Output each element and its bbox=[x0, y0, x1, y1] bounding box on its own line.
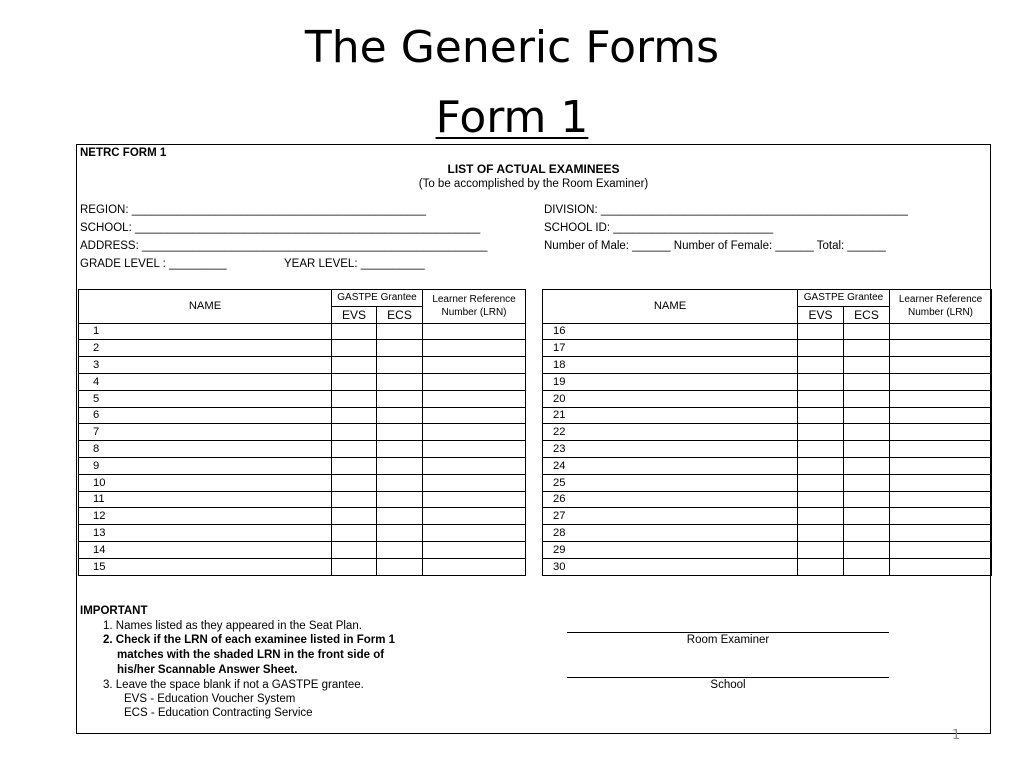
table-row bbox=[79, 424, 526, 441]
lrn-cell[interactable] bbox=[423, 441, 526, 458]
row-number-cell: 28 bbox=[543, 525, 798, 542]
form-code: NETRC FORM 1 bbox=[80, 147, 167, 159]
region-field: REGION: ______________________________________________ bbox=[80, 204, 426, 216]
ecs-cell[interactable] bbox=[377, 457, 423, 474]
lrn-cell[interactable] bbox=[890, 474, 992, 491]
row-number-cell: 8 bbox=[79, 441, 332, 458]
examinee-table-right bbox=[542, 289, 992, 576]
row-number-cell: 16 bbox=[543, 323, 798, 340]
ecs-cell[interactable] bbox=[377, 340, 423, 357]
table-row bbox=[79, 340, 526, 357]
table-row bbox=[79, 558, 526, 575]
ecs-cell[interactable] bbox=[844, 424, 890, 441]
ecs-cell[interactable] bbox=[377, 491, 423, 508]
ecs-header: ECS bbox=[844, 306, 890, 323]
row-number-cell: 4 bbox=[79, 373, 332, 390]
row-number-cell: 24 bbox=[543, 457, 798, 474]
evs-cell[interactable] bbox=[332, 457, 377, 474]
room-examiner-label: Room Examiner bbox=[686, 634, 770, 646]
row-number-cell: 21 bbox=[543, 407, 798, 424]
table-row bbox=[543, 340, 992, 357]
lrn-cell[interactable] bbox=[423, 474, 526, 491]
row-number-cell: 11 bbox=[79, 491, 332, 508]
lrn-header bbox=[890, 290, 992, 324]
ecs-cell[interactable] bbox=[844, 474, 890, 491]
lrn-cell[interactable] bbox=[423, 558, 526, 575]
table-row bbox=[543, 357, 992, 374]
ecs-cell[interactable] bbox=[377, 541, 423, 558]
page-number: 1 bbox=[952, 728, 961, 743]
table-row bbox=[543, 390, 992, 407]
lrn-cell[interactable] bbox=[423, 525, 526, 542]
table-row bbox=[79, 323, 526, 340]
ecs-cell[interactable] bbox=[377, 373, 423, 390]
evs-cell[interactable] bbox=[798, 508, 844, 525]
row-number-cell: 5 bbox=[79, 390, 332, 407]
evs-cell[interactable] bbox=[332, 441, 377, 458]
lrn-cell[interactable] bbox=[890, 323, 992, 340]
table-row bbox=[543, 558, 992, 575]
ecs-cell[interactable] bbox=[377, 390, 423, 407]
lrn-cell[interactable] bbox=[890, 525, 992, 542]
lrn-cell[interactable] bbox=[423, 390, 526, 407]
ecs-cell[interactable] bbox=[377, 441, 423, 458]
form-title: LIST OF ACTUAL EXAMINEES bbox=[447, 162, 620, 176]
lrn-header-line2: Number (LRN) bbox=[908, 307, 974, 319]
row-number-cell: 10 bbox=[79, 474, 332, 491]
school-signature-line bbox=[567, 677, 889, 678]
lrn-cell[interactable] bbox=[890, 558, 992, 575]
lrn-cell[interactable] bbox=[890, 407, 992, 424]
lrn-cell[interactable] bbox=[423, 373, 526, 390]
evs-cell[interactable] bbox=[798, 390, 844, 407]
slide-title: The Generic Forms bbox=[304, 22, 720, 73]
evs-cell[interactable] bbox=[798, 340, 844, 357]
ecs-header: ECS bbox=[377, 306, 423, 323]
table-row bbox=[543, 407, 992, 424]
examinee-table-left-body bbox=[79, 290, 526, 576]
evs-cell[interactable] bbox=[332, 340, 377, 357]
gastpe-header: GASTPE Grantee bbox=[332, 290, 423, 307]
ecs-cell[interactable] bbox=[844, 457, 890, 474]
evs-cell[interactable] bbox=[798, 491, 844, 508]
row-number-cell: 15 bbox=[79, 558, 332, 575]
row-number-cell: 7 bbox=[79, 424, 332, 441]
evs-cell[interactable] bbox=[798, 323, 844, 340]
ecs-cell[interactable] bbox=[844, 441, 890, 458]
ecs-cell[interactable] bbox=[844, 390, 890, 407]
table-row bbox=[543, 323, 992, 340]
evs-cell[interactable] bbox=[798, 373, 844, 390]
lrn-cell[interactable] bbox=[890, 340, 992, 357]
address-field: ADDRESS: ______________________________________________________ bbox=[80, 240, 488, 252]
table-row bbox=[543, 541, 992, 558]
lrn-header-line1: Learner Reference bbox=[432, 294, 516, 306]
ecs-cell[interactable] bbox=[377, 357, 423, 374]
evs-cell[interactable] bbox=[798, 357, 844, 374]
evs-cell[interactable] bbox=[798, 474, 844, 491]
lrn-cell[interactable] bbox=[890, 457, 992, 474]
ecs-cell[interactable] bbox=[377, 323, 423, 340]
row-number-cell: 1 bbox=[79, 323, 332, 340]
school-id-field: SCHOOL ID: _________________________ bbox=[544, 222, 774, 234]
row-number-cell: 9 bbox=[79, 457, 332, 474]
evs-cell[interactable] bbox=[332, 323, 377, 340]
row-number-cell: 20 bbox=[543, 390, 798, 407]
room-examiner-signature-line bbox=[567, 632, 889, 633]
table-row bbox=[79, 441, 526, 458]
lrn-cell[interactable] bbox=[423, 491, 526, 508]
slide-subtitle-text: Form 1 bbox=[435, 92, 589, 143]
ecs-cell[interactable] bbox=[377, 424, 423, 441]
evs-cell[interactable] bbox=[798, 441, 844, 458]
row-number-cell: 13 bbox=[79, 525, 332, 542]
ecs-cell[interactable] bbox=[844, 407, 890, 424]
ecs-cell[interactable] bbox=[377, 474, 423, 491]
lrn-header-line2: Number (LRN) bbox=[441, 307, 507, 319]
table-row bbox=[543, 441, 992, 458]
ecs-cell[interactable] bbox=[377, 508, 423, 525]
ecs-definition: ECS - Education Contracting Service bbox=[124, 707, 313, 719]
ecs-cell[interactable] bbox=[844, 323, 890, 340]
table-row bbox=[543, 491, 992, 508]
lrn-cell[interactable] bbox=[890, 441, 992, 458]
table-row bbox=[543, 474, 992, 491]
lrn-cell[interactable] bbox=[890, 357, 992, 374]
important-heading: IMPORTANT bbox=[80, 605, 148, 617]
evs-cell[interactable] bbox=[332, 508, 377, 525]
lrn-cell[interactable] bbox=[423, 323, 526, 340]
year-level-field: YEAR LEVEL: __________ bbox=[284, 258, 425, 270]
evs-cell[interactable] bbox=[798, 407, 844, 424]
table-row bbox=[543, 424, 992, 441]
lrn-header bbox=[423, 290, 526, 324]
lrn-cell[interactable] bbox=[423, 457, 526, 474]
lrn-cell[interactable] bbox=[423, 340, 526, 357]
sex-count-field: Number of Male: ______ Number of Female: ______ Total: ______ bbox=[544, 240, 886, 252]
row-number-cell: 27 bbox=[543, 508, 798, 525]
important-item-2-line1: 2. Check if the LRN of each examinee listed in Form 1 bbox=[103, 634, 396, 646]
lrn-cell[interactable] bbox=[423, 424, 526, 441]
evs-cell[interactable] bbox=[798, 525, 844, 542]
lrn-cell[interactable] bbox=[423, 407, 526, 424]
gastpe-header: GASTPE Grantee bbox=[798, 290, 890, 307]
ecs-cell[interactable] bbox=[844, 373, 890, 390]
table-row bbox=[79, 508, 526, 525]
row-number-cell: 23 bbox=[543, 441, 798, 458]
ecs-cell[interactable] bbox=[844, 541, 890, 558]
row-number-cell: 2 bbox=[79, 340, 332, 357]
lrn-cell[interactable] bbox=[423, 508, 526, 525]
lrn-cell[interactable] bbox=[890, 390, 992, 407]
lrn-header-line1: Learner Reference bbox=[898, 294, 983, 306]
evs-header: EVS bbox=[798, 306, 844, 323]
evs-cell[interactable] bbox=[332, 390, 377, 407]
important-item-2-line3: his/her Scannable Answer Sheet. bbox=[117, 664, 298, 676]
table-row bbox=[79, 390, 526, 407]
evs-cell[interactable] bbox=[332, 373, 377, 390]
table-row bbox=[79, 407, 526, 424]
row-number-cell: 26 bbox=[543, 491, 798, 508]
table-row bbox=[543, 508, 992, 525]
school-field: SCHOOL: ______________________________________________________ bbox=[80, 222, 481, 234]
evs-cell[interactable] bbox=[332, 558, 377, 575]
lrn-cell[interactable] bbox=[423, 357, 526, 374]
row-number-cell: 18 bbox=[543, 357, 798, 374]
lrn-cell[interactable] bbox=[890, 541, 992, 558]
ecs-cell[interactable] bbox=[844, 558, 890, 575]
evs-cell[interactable] bbox=[798, 558, 844, 575]
division-field: DIVISION: ________________________________________________ bbox=[544, 204, 908, 216]
examinee-table-right-body bbox=[543, 290, 992, 576]
table-row bbox=[543, 525, 992, 542]
form-document bbox=[76, 144, 991, 734]
ecs-cell[interactable] bbox=[844, 508, 890, 525]
ecs-cell[interactable] bbox=[844, 491, 890, 508]
table-row bbox=[79, 357, 526, 374]
ecs-cell[interactable] bbox=[844, 340, 890, 357]
evs-definition: EVS - Education Voucher System bbox=[124, 693, 296, 705]
evs-cell[interactable] bbox=[332, 525, 377, 542]
lrn-cell[interactable] bbox=[890, 424, 992, 441]
slide-subtitle bbox=[0, 92, 1024, 143]
ecs-cell[interactable] bbox=[844, 525, 890, 542]
row-number-cell: 22 bbox=[543, 424, 798, 441]
important-item-3: 3. Leave the space blank if not a GASTPE grantee. bbox=[103, 679, 364, 691]
lrn-cell[interactable] bbox=[890, 491, 992, 508]
ecs-cell[interactable] bbox=[377, 525, 423, 542]
row-number-cell: 30 bbox=[543, 558, 798, 575]
evs-cell[interactable] bbox=[798, 424, 844, 441]
form-subtitle: (To be accomplished by the Room Examiner) bbox=[418, 178, 649, 190]
lrn-cell[interactable] bbox=[890, 373, 992, 390]
row-number-cell: 29 bbox=[543, 541, 798, 558]
school-label: School bbox=[710, 679, 746, 691]
grade-level-field: GRADE LEVEL : _________ bbox=[80, 258, 227, 270]
evs-cell[interactable] bbox=[332, 491, 377, 508]
table-row bbox=[79, 525, 526, 542]
important-item-2-line2: matches with the shaded LRN in the front side of bbox=[117, 649, 385, 661]
evs-cell[interactable] bbox=[332, 357, 377, 374]
row-number-cell: 12 bbox=[79, 508, 332, 525]
table-row bbox=[79, 541, 526, 558]
table-row bbox=[79, 491, 526, 508]
table-row bbox=[543, 373, 992, 390]
ecs-cell[interactable] bbox=[844, 357, 890, 374]
important-item-1: 1. Names listed as they appeared in the Seat Plan. bbox=[103, 620, 362, 632]
table-row bbox=[79, 474, 526, 491]
table-row bbox=[79, 457, 526, 474]
name-header: NAME bbox=[79, 290, 332, 324]
row-number-cell: 6 bbox=[79, 407, 332, 424]
evs-header: EVS bbox=[332, 306, 377, 323]
row-number-cell: 17 bbox=[543, 340, 798, 357]
table-row bbox=[543, 457, 992, 474]
row-number-cell: 19 bbox=[543, 373, 798, 390]
examinee-table-left bbox=[78, 289, 526, 576]
row-number-cell: 14 bbox=[79, 541, 332, 558]
ecs-cell[interactable] bbox=[377, 407, 423, 424]
evs-cell[interactable] bbox=[332, 541, 377, 558]
evs-cell[interactable] bbox=[332, 474, 377, 491]
ecs-cell[interactable] bbox=[377, 558, 423, 575]
row-number-cell: 25 bbox=[543, 474, 798, 491]
lrn-cell[interactable] bbox=[890, 508, 992, 525]
evs-cell[interactable] bbox=[332, 407, 377, 424]
row-number-cell: 3 bbox=[79, 357, 332, 374]
evs-cell[interactable] bbox=[798, 541, 844, 558]
evs-cell[interactable] bbox=[798, 457, 844, 474]
table-row bbox=[79, 373, 526, 390]
name-header: NAME bbox=[543, 290, 798, 324]
evs-cell[interactable] bbox=[332, 424, 377, 441]
lrn-cell[interactable] bbox=[423, 541, 526, 558]
